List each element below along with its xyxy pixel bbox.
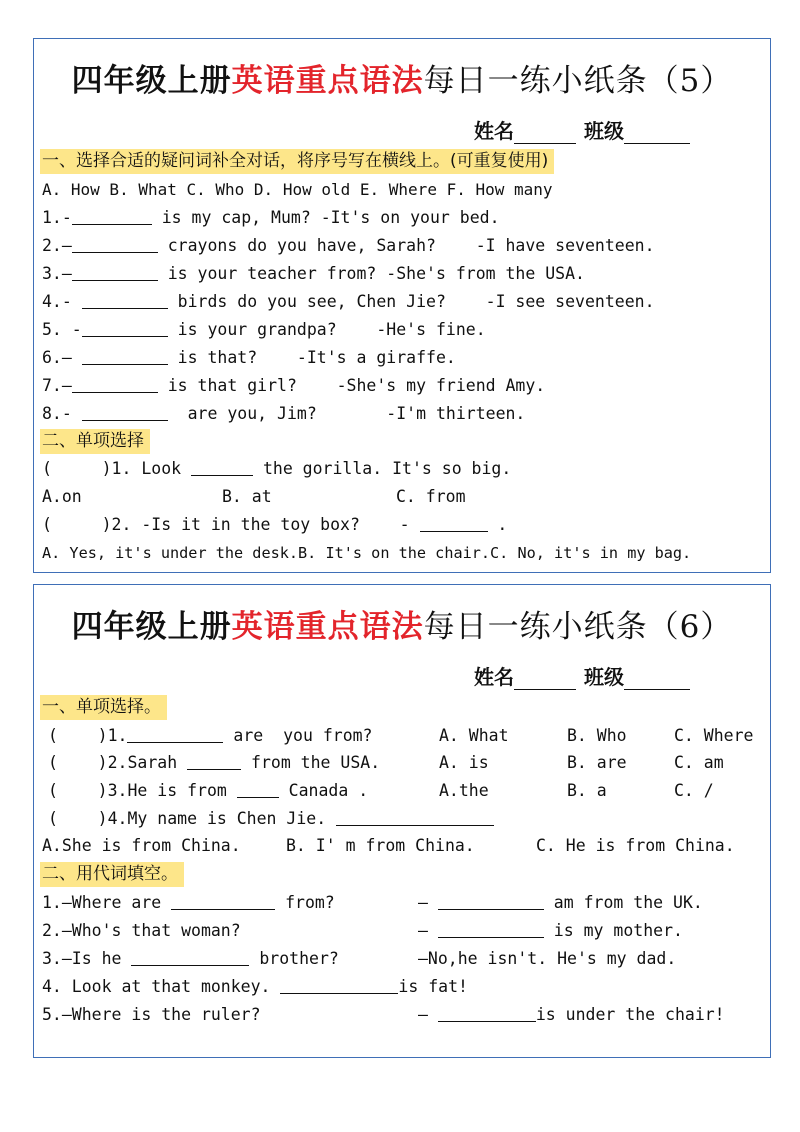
- question-row: [42, 402, 525, 426]
- question-text: ( )1.: [48, 726, 128, 745]
- question-number: 1.-: [42, 208, 72, 227]
- title-number: （6）: [647, 609, 733, 645]
- mc-option-b[interactable]: B. Who: [567, 726, 627, 745]
- question-text: 3.—Is he: [42, 949, 132, 968]
- answer-text: am from the UK.: [543, 893, 703, 912]
- mc-option-b[interactable]: B. I' m from China.: [286, 836, 475, 855]
- title-grade: 四年级上册: [71, 609, 232, 645]
- answer-blank[interactable]: [82, 404, 168, 421]
- fill-row: [42, 947, 339, 971]
- question-text: Canada .: [278, 781, 369, 800]
- title-daily: 每日一练小纸条: [423, 63, 648, 99]
- dash: —: [418, 893, 438, 912]
- title-topic: 英语重点语法: [231, 63, 424, 99]
- card-title: [34, 55, 770, 100]
- question-number: 2.—: [42, 236, 72, 255]
- fill-answer: —No,he isn't. He's my dad.: [418, 949, 677, 968]
- answer-blank[interactable]: [72, 208, 152, 225]
- question-number: 8.-: [42, 404, 82, 423]
- fill-row: 5.—Where is the ruler?: [42, 1005, 261, 1024]
- question-row: [42, 290, 655, 314]
- title-grade: 四年级上册: [71, 63, 232, 99]
- question-text: are you, Jim? -I'm thirteen.: [167, 404, 526, 423]
- answer-blank[interactable]: [72, 264, 158, 281]
- question-row: [42, 346, 456, 370]
- name-label: 姓名: [474, 665, 514, 689]
- title-daily: 每日一练小纸条: [423, 609, 648, 645]
- mc-option[interactable]: C. from: [396, 487, 466, 506]
- question-row: [42, 206, 500, 230]
- question-number: 4.-: [42, 292, 82, 311]
- name-class-bar: [474, 661, 690, 690]
- mc-option-c[interactable]: C. Where: [674, 726, 754, 745]
- question-text: is my cap, Mum? -It's on your bed.: [151, 208, 500, 227]
- question-text: is your teacher from? -She's from the USA.: [157, 264, 585, 283]
- question-row: [42, 262, 585, 286]
- question-text: ( )2.Sarah: [48, 753, 188, 772]
- question-text: .: [487, 515, 508, 534]
- name-label: 姓名: [474, 119, 514, 143]
- answer-text: is fat!: [398, 977, 468, 996]
- answer-blank[interactable]: [280, 977, 398, 994]
- section-heading: 一、单项选择。: [40, 695, 167, 720]
- question-text: is your grandpa? -He's fine.: [167, 320, 486, 339]
- answer-blank[interactable]: [171, 893, 275, 910]
- fill-row: [42, 891, 335, 915]
- answer-blank[interactable]: [82, 348, 168, 365]
- fill-answer: [418, 1003, 725, 1027]
- class-blank[interactable]: [624, 123, 690, 144]
- question-number: 5. -: [42, 320, 82, 339]
- name-blank[interactable]: [514, 669, 576, 690]
- dash: —: [418, 921, 438, 940]
- answer-blank[interactable]: [438, 1005, 536, 1022]
- question-text: the gorilla. It's so big.: [253, 459, 512, 478]
- mc-question: [42, 457, 511, 481]
- section-heading: 二、用代词填空。: [40, 862, 184, 887]
- mc-row: [48, 807, 494, 831]
- answer-blank[interactable]: [336, 809, 494, 826]
- class-label: 班级: [584, 119, 624, 143]
- fill-row: [42, 975, 468, 999]
- mc-option-a[interactable]: A. is: [439, 753, 489, 772]
- question-text: is that girl? -She's my friend Amy.: [157, 376, 546, 395]
- question-text: are you from?: [223, 726, 373, 745]
- fill-answer: [418, 919, 683, 943]
- name-blank[interactable]: [514, 123, 576, 144]
- answer-blank[interactable]: [237, 781, 279, 798]
- answer-blank[interactable]: [72, 236, 158, 253]
- class-label: 班级: [584, 665, 624, 689]
- question-text: is that? -It's a giraffe.: [167, 348, 456, 367]
- dash: —: [418, 1005, 438, 1024]
- question-number: 3.—: [42, 264, 72, 283]
- mc-option[interactable]: A.on: [42, 487, 82, 506]
- question-row: [42, 234, 655, 258]
- fill-answer: [418, 891, 703, 915]
- question-text: from the USA.: [241, 753, 381, 772]
- answer-blank[interactable]: [420, 515, 488, 532]
- question-text: brother?: [249, 949, 339, 968]
- question-text: from?: [275, 893, 335, 912]
- question-text: ( )3.He is from: [48, 781, 237, 800]
- answer-text: is my mother.: [543, 921, 683, 940]
- mc-option-c[interactable]: C. am: [674, 753, 724, 772]
- mc-option-b[interactable]: B. are: [567, 753, 627, 772]
- question-text: ( )2. -Is it in the toy box? -: [42, 515, 420, 534]
- mc-option-c[interactable]: C. /: [674, 781, 714, 800]
- mc-row: [48, 779, 368, 803]
- answer-blank[interactable]: [82, 320, 168, 337]
- worksheet-card-6: [33, 584, 771, 1058]
- mc-option[interactable]: B. at: [222, 487, 272, 506]
- mc-option-a[interactable]: A.the: [439, 781, 489, 800]
- options-line: A. How B. What C. Who D. How old E. Where F. How many: [42, 180, 553, 199]
- answer-blank[interactable]: [131, 949, 249, 966]
- answer-blank[interactable]: [191, 459, 253, 476]
- answer-text: is under the chair!: [535, 1005, 725, 1024]
- answer-blank[interactable]: [438, 921, 544, 938]
- mc-options-line: A. Yes, it's under the desk.B. It's on the chair.C. No, it's in my bag.: [42, 544, 692, 562]
- question-text: 1.—Where are: [42, 893, 172, 912]
- question-text: ( )4.My name is Chen Jie.: [48, 809, 337, 828]
- title-number: （5）: [647, 63, 733, 99]
- section-heading: 二、单项选择: [40, 429, 150, 454]
- mc-option-b[interactable]: B. a: [567, 781, 607, 800]
- answer-blank[interactable]: [438, 893, 544, 910]
- answer-blank[interactable]: [72, 376, 158, 393]
- card-title: [34, 601, 770, 646]
- mc-row: [48, 724, 373, 748]
- answer-blank[interactable]: [187, 753, 241, 770]
- mc-option-a[interactable]: A.She is from China.: [42, 836, 241, 855]
- question-number: 7.—: [42, 376, 72, 395]
- mc-row: [48, 751, 380, 775]
- question-text: crayons do you have, Sarah? -I have seventeen.: [157, 236, 655, 255]
- fill-row: 2.—Who's that woman?: [42, 921, 241, 940]
- title-topic: 英语重点语法: [231, 609, 424, 645]
- question-text: birds do you see, Chen Jie? -I see seventeen.: [167, 292, 655, 311]
- question-row: [42, 318, 486, 342]
- answer-blank[interactable]: [127, 726, 223, 743]
- name-class-bar: [474, 115, 690, 144]
- mc-option-a[interactable]: A. What: [439, 726, 509, 745]
- question-number: 6.—: [42, 348, 82, 367]
- mc-option-c[interactable]: C. He is from China.: [536, 836, 735, 855]
- section-heading: 一、选择合适的疑问词补全对话，将序号写在横线上。(可重复使用): [40, 149, 554, 174]
- question-row: [42, 374, 545, 398]
- worksheet-card-5: [33, 38, 771, 573]
- mc-question: [42, 513, 507, 537]
- question-text: 4. Look at that monkey.: [42, 977, 281, 996]
- question-text: ( )1. Look: [42, 459, 192, 478]
- class-blank[interactable]: [624, 669, 690, 690]
- answer-blank[interactable]: [82, 292, 168, 309]
